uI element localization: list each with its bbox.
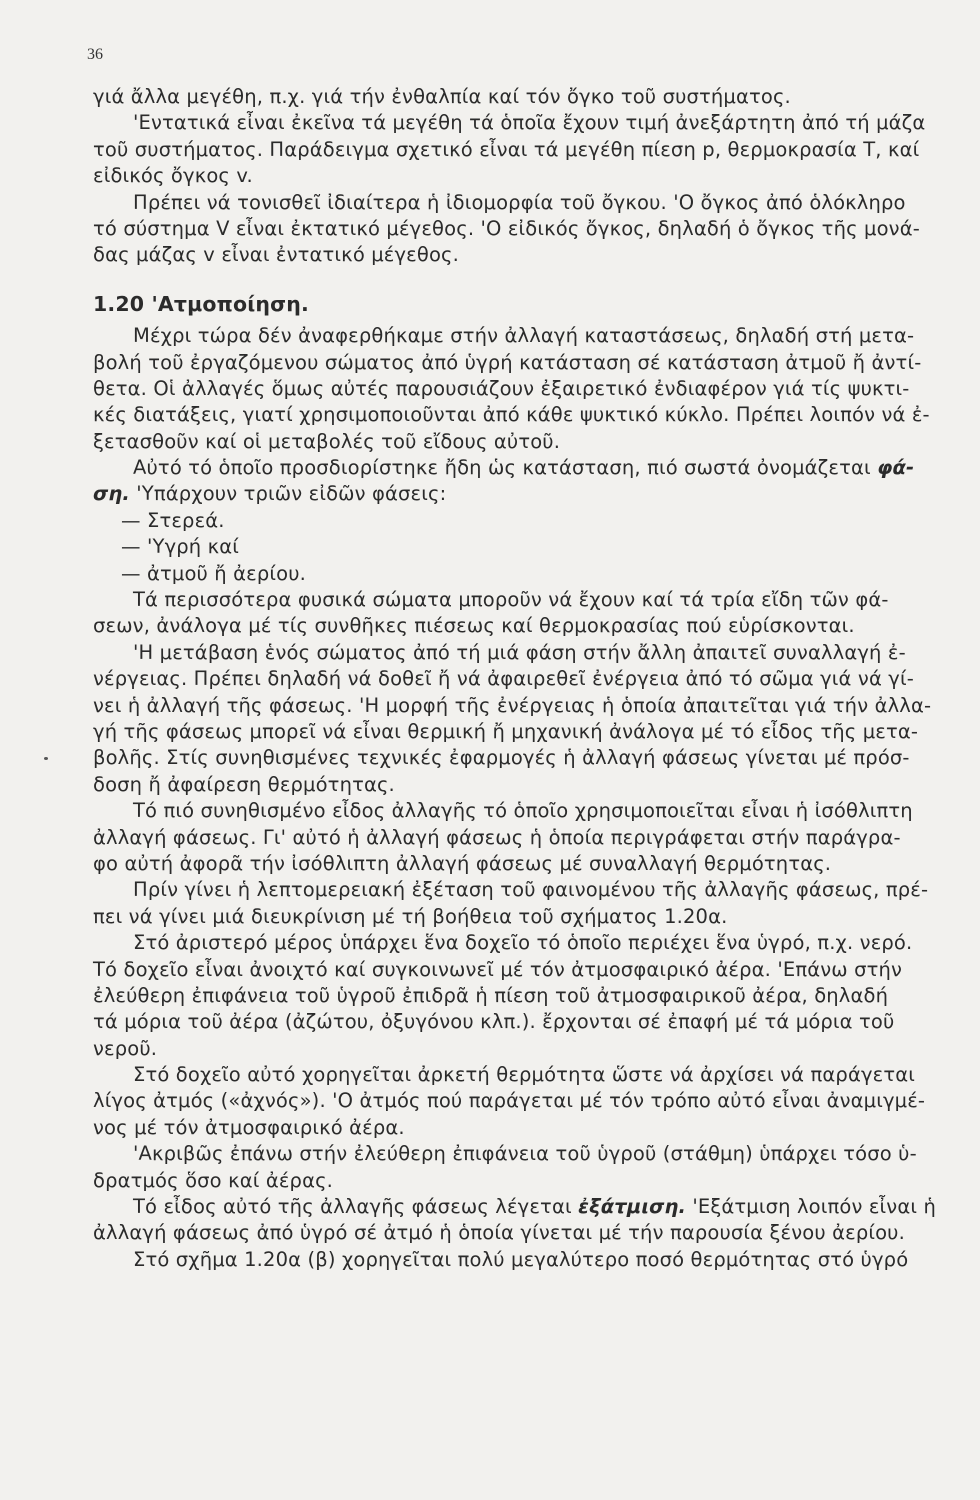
text-line: λίγος ἀτμός («ἀχνός»). 'Ο ἀτμός πού παράγεται μέ τόν τρόπο αὐτό εἶναι ἀναμιγμέ-: [93, 1089, 926, 1113]
text-line: φο αὐτή ἀφορᾶ τήν ἰσόθλιπτη ἀλλαγή φάσεως μέ συναλλαγή θερμότητας.: [93, 851, 832, 875]
paragraph-group-c: [93, 587, 938, 1194]
text-line: πει νά γίνει μιά διευκρίνιση μέ τή βοήθεια τοῦ σχήματος 1.20α.: [93, 904, 728, 928]
text-line: 'Εντατικά εἶναι ἐκεῖνα τά μεγέθη τά ὁποῖα ἔχουν τιμή ἀνεξάρτητη ἀπό τή μάζα: [133, 111, 926, 135]
phase-list-item: — ἀτμοῦ ἤ ἀερίου.: [121, 561, 307, 585]
term-phase-end: ση.: [93, 482, 130, 506]
text-line: δρατμός ὅσο καί ἀέρας.: [93, 1168, 334, 1192]
text-line: Στό δοχεῖο αὐτό χορηγεῖται ἀρκετή θερμότητα ὥστε νά ἀρχίσει νά παράγεται: [133, 1063, 915, 1087]
text-line: Τά περισσότερα φυσικά σώματα μποροῦν νά ἔχουν καί τά τρία εἴδη τῶν φά-: [133, 588, 889, 612]
text-line: δας μάζας v εἶναι ἐντατικό μέγεθος.: [93, 243, 459, 267]
text-line: δοση ἤ ἀφαίρεση θερμότητας.: [93, 772, 395, 796]
text-line: νέργειας. Πρέπει δηλαδή νά δοθεῖ ἤ νά ἀφαιρεθεῖ ἐνέργεια ἀπό τό σῶμα γιά νά γί-: [93, 667, 914, 691]
text-line: ἀλλαγή φάσεως ἀπό ὑγρό σέ ἀτμό ἡ ὁποία γίνεται μέ τήν παρουσία ξένου ἀερίου.: [93, 1221, 905, 1245]
text-line: ἀλλαγή φάσεως. Γι' αὐτό ἡ ἀλλαγή φάσεως ἡ ὁποία περιγράφεται στήν παράγρα-: [93, 825, 901, 849]
phase-definition-line-2: [93, 481, 938, 507]
term-phase: φά-: [877, 456, 915, 480]
text-line: σεων, ἀνάλογα μέ τίς συνθῆκες πιέσεως καί θερμοκρασίας πού εὑρίσκονται.: [93, 614, 855, 638]
text-run: Αὐτό τό ὁποῖο προσδιορίστηκε ἤδη ὡς κατάσταση, πιό σωστά ὀνομάζεται: [133, 456, 878, 480]
paragraph-group-a: [93, 84, 938, 269]
term-evaporation: ἐξάτμιση.: [578, 1195, 687, 1219]
text-line: θετα. Οἱ ἀλλαγές ὅμως αὐτές παρουσιάζουν ἐξαιρετικό ἐνδιαφέρον γιά τίς ψυκτι-: [93, 376, 910, 400]
text-line: τά μόρια τοῦ ἀέρα (ἀζώτου, ὀξυγόνου κλπ.). ἔρχονται σέ ἐπαφή μέ τά μόρια τοῦ: [93, 1010, 895, 1034]
text-line: γιά ἄλλα μεγέθη, π.χ. γιά τήν ἐνθαλπία καί τόν ὄγκο τοῦ συστήματος.: [93, 85, 791, 108]
text-line: ἐλεύθερη ἐπιφάνεια τοῦ ὑγροῦ ἐπιδρᾶ ἡ πίεση τοῦ ἀτμοσφαιρικοῦ ἀέρα, δηλαδή: [93, 983, 889, 1007]
text-line: εἰδικός ὄγκος v.: [93, 164, 253, 188]
text-line: γή τῆς φάσεως μπορεῖ νά εἶναι θερμική ἤ μηχανική ἀνάλογα μέ τό εἶδος τῆς μετα-: [93, 719, 919, 743]
text-run: Τό εἶδος αὐτό τῆς ἀλλαγῆς φάσεως λέγεται: [133, 1195, 579, 1219]
text-line: Στό ἀριστερό μέρος ὑπάρχει ἕνα δοχεῖο τό ὁποῖο περιέχει ἕνα ὑγρό, π.χ. νερό.: [133, 931, 913, 955]
text-line: Τό δοχεῖο εἶναι ἀνοιχτό καί συγκοινωνεῖ μέ τόν ἀτμοσφαιρικό ἀέρα. 'Επάνω στήν: [93, 957, 903, 981]
phase-list-item: — 'Υγρή καί: [121, 535, 240, 559]
page-number: 36: [87, 46, 103, 63]
paragraph-group-b: [93, 323, 938, 455]
text-line: Πρέπει νά τονισθεῖ ἰδιαίτερα ἡ ἰδιομορφία τοῦ ὄγκου. 'Ο ὄγκος ἀπό ὁλόκληρο: [133, 190, 906, 214]
body-text: [93, 84, 938, 1273]
text-line: Τό πιό συνηθισμένο εἶδος ἀλλαγῆς τό ὁποῖο χρησιμοποιεῖται εἶναι ἡ ἰσόθλιπτη: [133, 799, 913, 823]
phase-definition-line: [93, 455, 938, 481]
text-run: 'Υπάρχουν τριῶν εἰδῶν φάσεις:: [129, 482, 447, 506]
text-line: νος μέ τόν ἀτμοσφαιρικό ἀέρα.: [93, 1115, 405, 1139]
text-line: Πρίν γίνει ἡ λεπτομερειακή ἐξέταση τοῦ φαινομένου τῆς ἀλλαγῆς φάσεως, πρέ-: [133, 878, 929, 902]
text-line: βολή τοῦ ἐργαζόμενου σώματος ἀπό ὑγρή κατάσταση σέ κατάσταση ἀτμοῦ ἤ ἀντί-: [93, 350, 922, 374]
text-line: Μέχρι τώρα δέν ἀναφερθήκαμε στήν ἀλλαγή καταστάσεως, δηλαδή στή μετα-: [133, 324, 915, 348]
text-line: νεροῦ.: [93, 1036, 158, 1060]
text-line: τό σύστημα V εἶναι ἐκτατικό μέγεθος. 'Ο εἰδικός ὄγκος, δηλαδή ὁ ὄγκος τῆς μονά-: [93, 216, 920, 240]
text-line: 'Η μετάβαση ἑνός σώματος ἀπό τή μιά φάση στήν ἄλλη ἀπαιτεῖ συναλλαγή ἐ-: [133, 640, 906, 664]
evaporation-line: [93, 1194, 938, 1220]
section-heading: 1.20 'Ατμοποίηση.: [93, 291, 309, 316]
paragraph-group-d: [93, 1220, 938, 1273]
text-run: 'Εξάτμιση λοιπόν εἶναι ἡ: [686, 1195, 936, 1219]
stray-mark: [44, 757, 48, 760]
text-line: βολῆς. Στίς συνηθισμένες τεχνικές ἐφαρμογές ἡ ἀλλαγή φάσεως γίνεται μέ πρόσ-: [93, 746, 910, 770]
text-line: τοῦ συστήματος. Παράδειγμα σχετικό εἶναι τά μεγέθη πίεση p, θερμοκρασία T, καί: [93, 137, 920, 161]
text-line: κές διατάξεις, γιατί χρησιμοποιοῦνται ἀπό κάθε ψυκτικό κύκλο. Πρέπει λοιπόν νά ἐ-: [93, 403, 930, 427]
phase-list-item: — Στερεά.: [121, 508, 225, 532]
text-line: νει ἡ ἀλλαγή τῆς φάσεως. 'Η μορφή τῆς ἐνέργειας ἡ ὁποία ἀπαιτεῖται γιά τήν ἀλλα-: [93, 693, 932, 717]
text-line: ξετασθοῦν καί οἱ μεταβολές τοῦ εἴδους αὐτοῦ.: [93, 429, 561, 453]
text-line: 'Ακριβῶς ἐπάνω στήν ἐλεύθερη ἐπιφάνεια τοῦ ὑγροῦ (στάθμη) ὑπάρχει τόσο ὑ-: [133, 1142, 917, 1166]
text-line: Στό σχῆμα 1.20α (β) χορηγεῖται πολύ μεγαλύτερο ποσό θερμότητας στό ὑγρό: [133, 1247, 909, 1271]
